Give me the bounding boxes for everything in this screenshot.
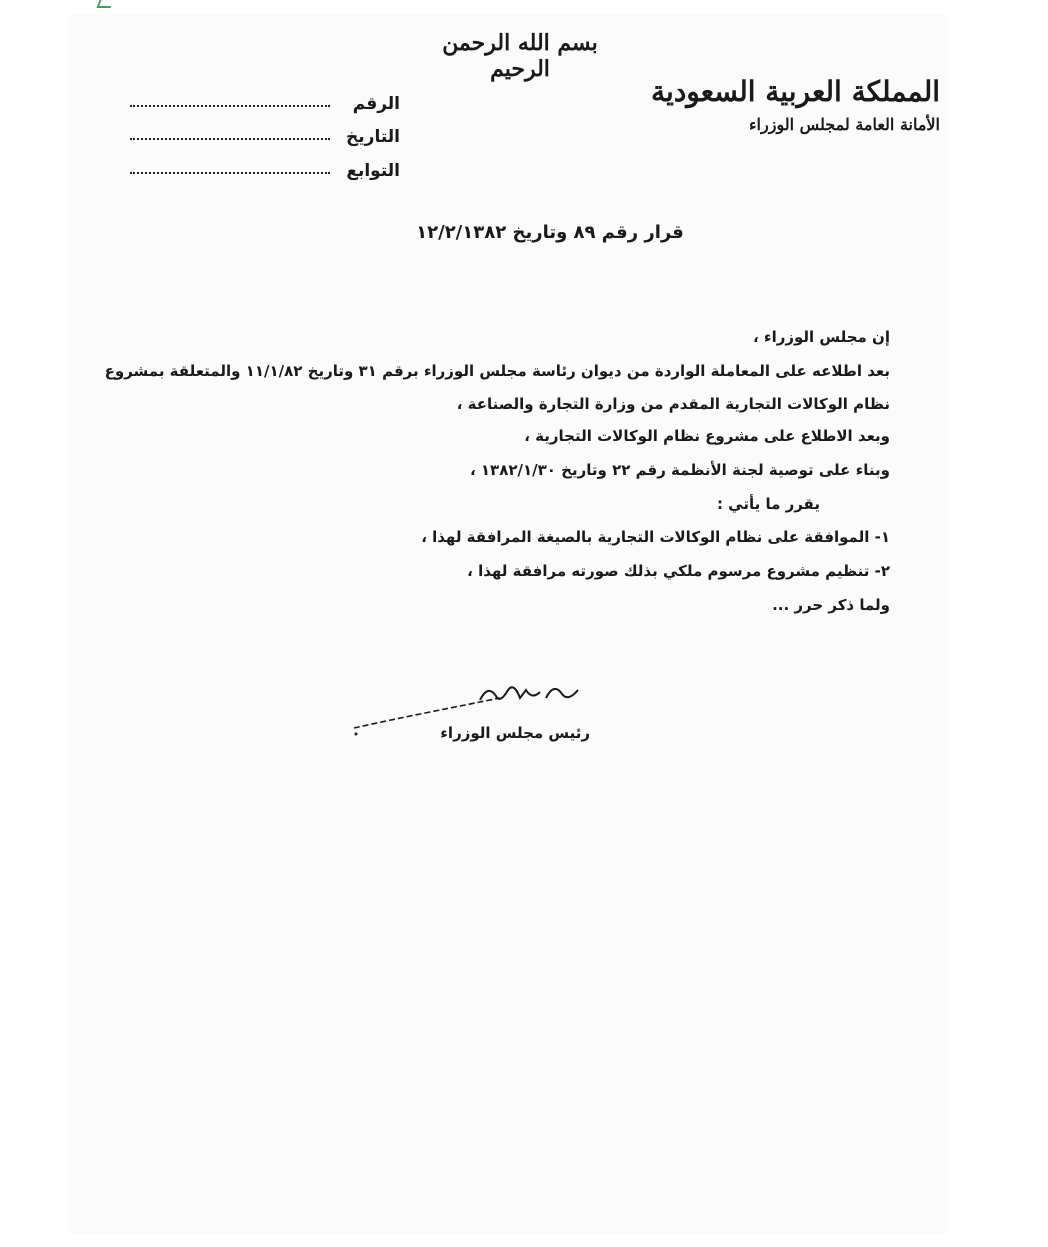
ref-number-blank [130, 105, 330, 107]
signature-title: رئيس مجلس الوزراء [440, 724, 590, 742]
decision-item-1: ١- الموافقة على نظام الوكالات التجارية بالصيغة المرافقة لهذا ، [421, 528, 890, 546]
letterhead [651, 72, 940, 152]
letterhead-department: الأمانة العامة لمجلس الوزراء [749, 115, 940, 134]
body-line-3: نظام الوكالات التجارية المقدم من وزارة التجارة والصناعة ، [456, 395, 890, 413]
body-line-2: بعد اطلاعه على المعاملة الواردة من ديوان رئاسة مجلس الوزراء برقم ٣١ وتاريخ ١١/١/٨٢ والمتعلقة بمشروع [104, 362, 890, 380]
body-line-4: وبعد الاطلاع على مشروع نظام الوكالات التجارية ، [524, 427, 890, 445]
ref-date-label: التاريخ [346, 127, 400, 147]
reference-fields [130, 84, 400, 184]
ref-attachments-label: التوابع [346, 161, 400, 181]
body-line-5: وبناء على توصية لجنة الأنظمة رقم ٢٢ وتاريخ ١٣٨٢/١/٣٠ ، [469, 461, 890, 479]
closing-line: ولما ذكر حرر ... [772, 596, 890, 614]
scan-area [68, 14, 948, 1234]
ref-attachments-row [130, 151, 400, 181]
ref-date-blank [130, 138, 330, 140]
decision-item-2: ٢- تنظيم مشروع مرسوم ملكي بذلك صورته مرافقة لهذا ، [467, 562, 890, 580]
ref-number-label: الرقم [352, 94, 400, 114]
corner-mark-icon [97, 0, 114, 8]
letterhead-country: المملكة العربية السعودية [651, 75, 940, 108]
ref-date-row [130, 117, 400, 147]
ref-attachments-blank [130, 172, 330, 174]
decision-title: قرار رقم ٨٩ وتاريخ ١٢/٢/١٣٨٢ [416, 222, 684, 243]
resolves-heading: يقرر ما يأتي : [716, 495, 820, 513]
ref-number-row [130, 84, 400, 114]
basmala: بسم الله الرحمن الرحيم [442, 30, 598, 82]
body-line-1: إن مجلس الوزراء ، [753, 328, 890, 346]
